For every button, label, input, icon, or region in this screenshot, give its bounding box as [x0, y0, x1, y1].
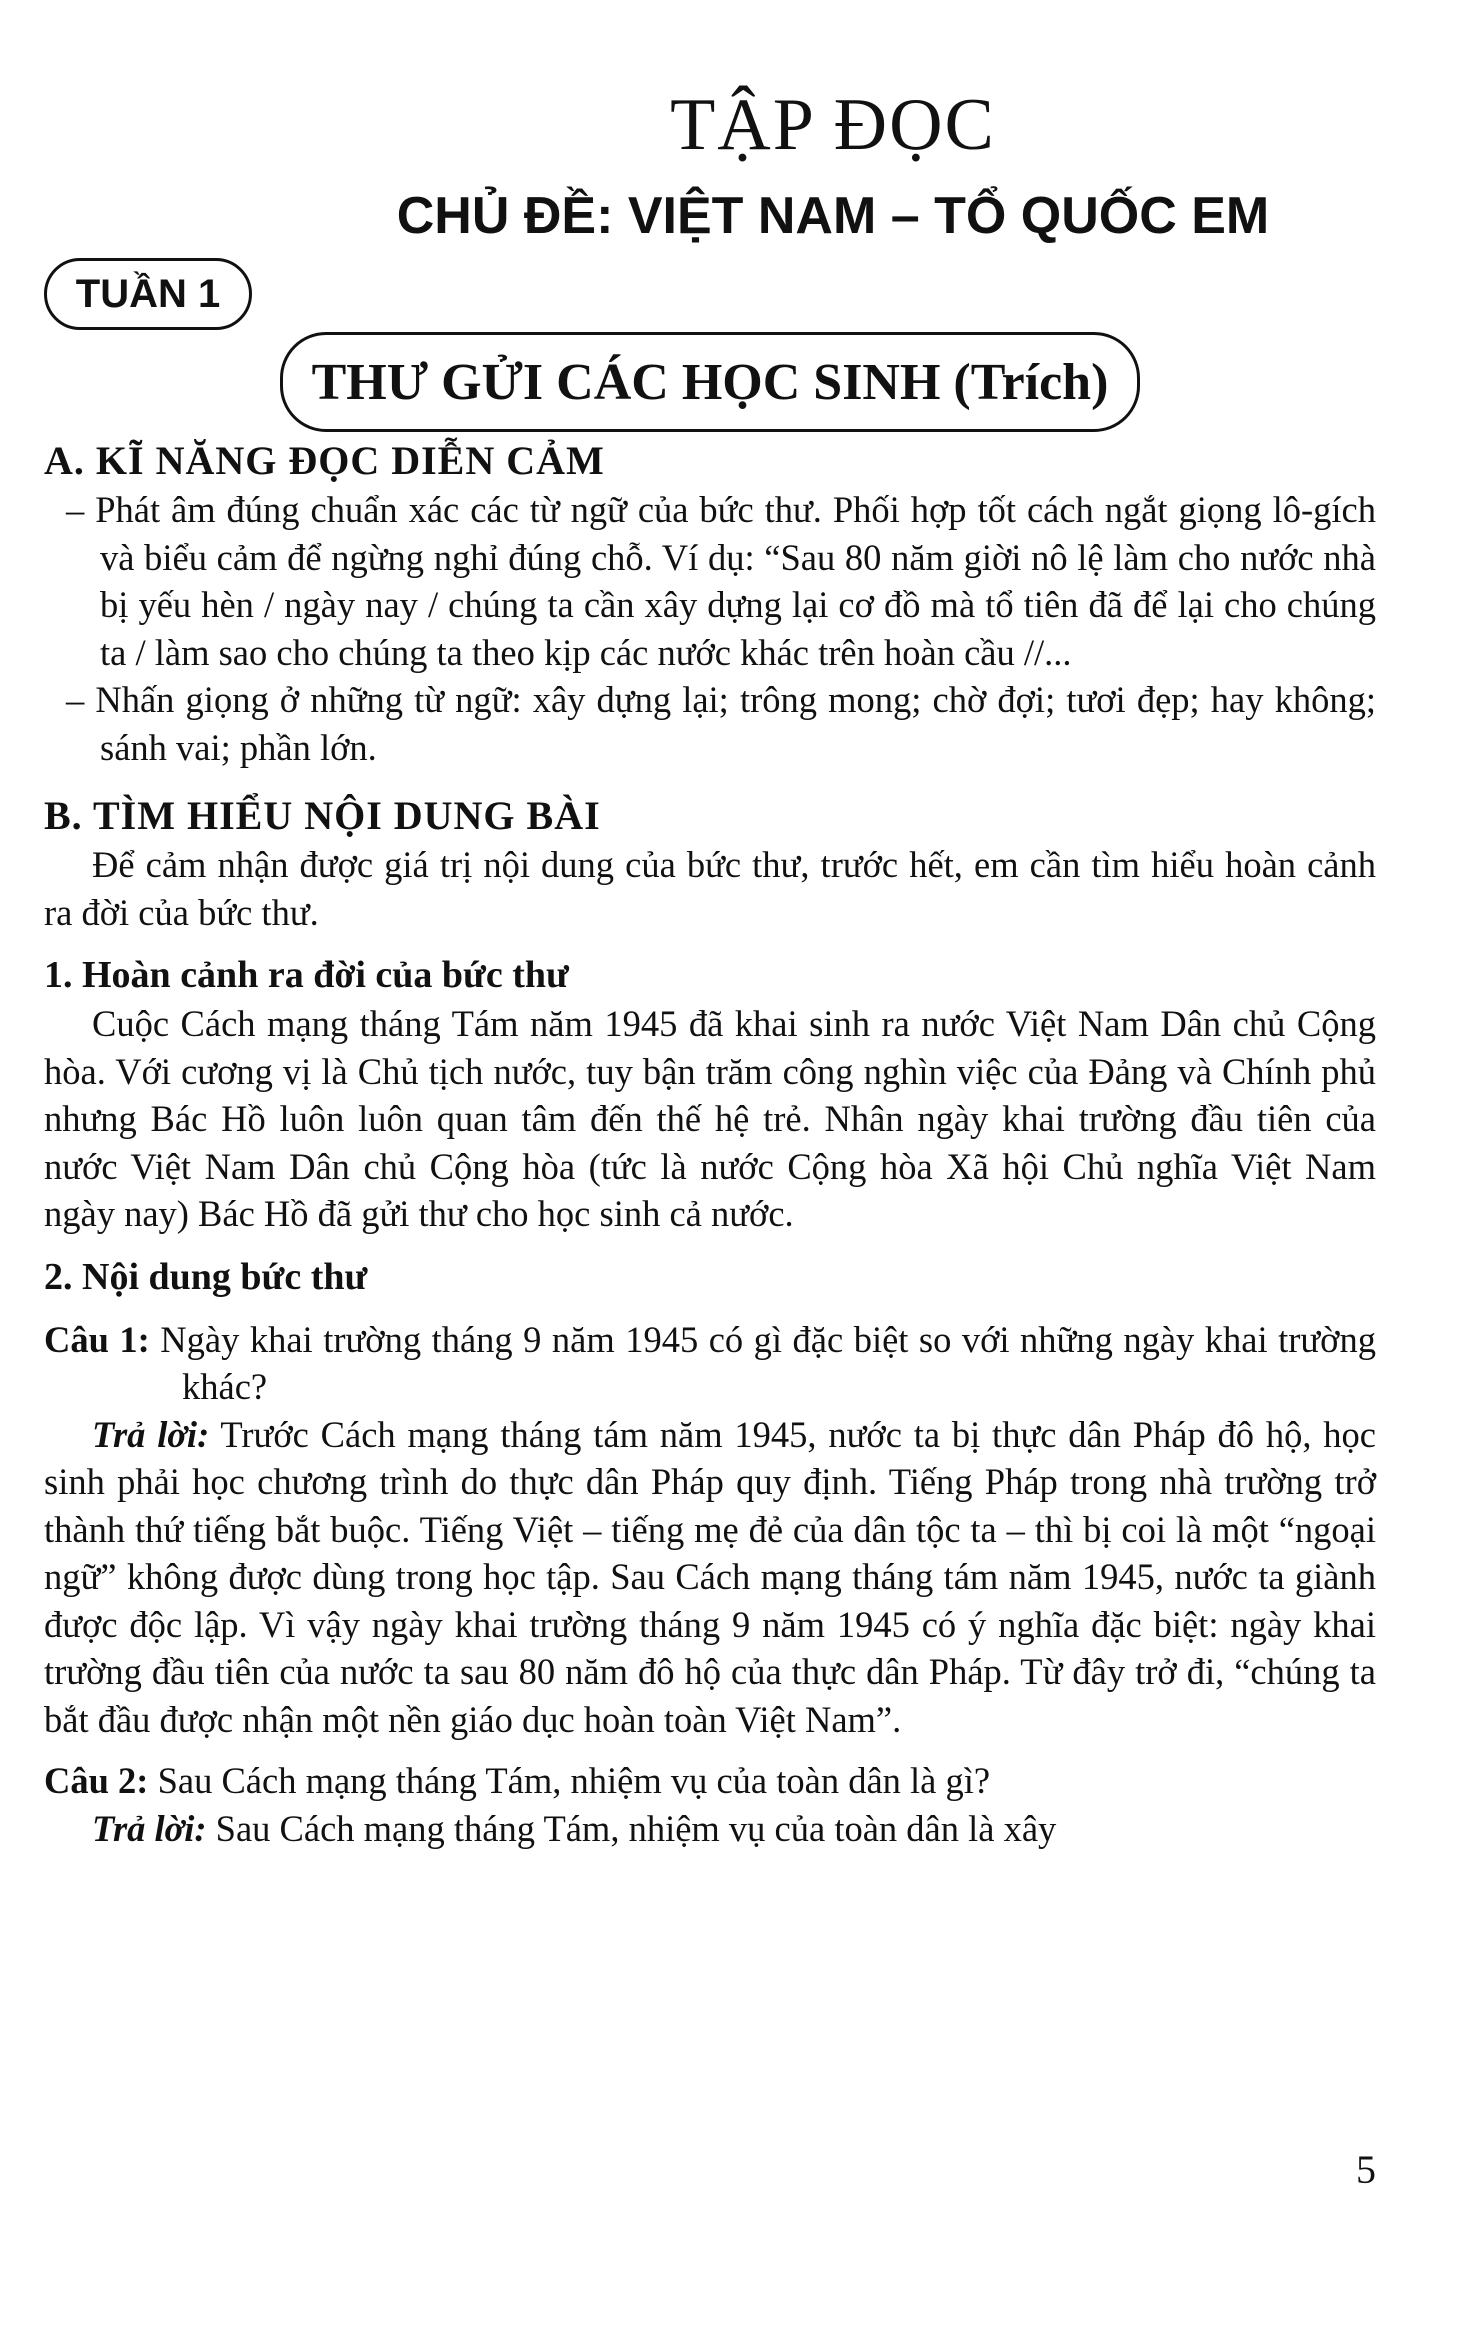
part1-text: Cuộc Cách mạng tháng Tám năm 1945 đã khai sinh ra nước Việt Nam Dân chủ Cộng hòa. Với cương vị là Chủ tịch nước, tuy bận trăm công nghìn việc của Đảng và Chính phủ nhưng Bác Hồ luôn luôn quan tâm đến thế hệ trẻ. Nhân ngày khai trường đầu tiên của nước Việt Nam Dân chủ Cộng hòa (tức là nước Cộng hòa Xã hội Chủ nghĩa Việt Nam ngày nay) Bác Hồ đã gửi thư cho học sinh cả nước. — [44, 1003, 1376, 1234]
question-1 — [44, 1316, 1376, 1411]
section-a-item-2: – Nhấn giọng ở những từ ngữ: xây dựng lại; trông mong; chờ đợi; tươi đẹp; hay không; sánh vai; phần lớn. — [66, 679, 1376, 768]
answer-2 — [44, 1805, 1376, 1853]
question-1-label: Câu 1: — [44, 1318, 150, 1360]
question-1-text: Ngày khai trường tháng 9 năm 1945 có gì đặc biệt so với những ngày khai trường khác? — [149, 1318, 1376, 1407]
week-label: TUẦN 1 — [75, 271, 221, 316]
question-2-text: Sau Cách mạng tháng Tám, nhiệm vụ của toàn dân là gì? — [148, 1760, 991, 1801]
part1-heading: 1. Hoàn cảnh ra đời của bức thư — [44, 954, 569, 996]
answer-1 — [44, 1411, 1376, 1744]
part2-heading: 2. Nội dung bức thư — [44, 1255, 368, 1298]
question-2-label: Câu 2: — [44, 1760, 149, 1801]
answer-2-label: Trả lời: — [92, 1807, 207, 1849]
page-number: 5 — [1356, 2147, 1376, 2192]
lesson-title: THƯ GỬI CÁC HỌC SINH (Trích) — [311, 353, 1109, 411]
section-a-heading: A. KĨ NĂNG ĐỌC DIỄN CẢM — [44, 438, 605, 483]
section-b-intro: Để cảm nhận được giá trị nội dung của bức thư, trước hết, em cần tìm hiểu hoàn cảnh ra đời của bức thư. — [44, 844, 1376, 933]
page-title: TẬP ĐỌC — [670, 84, 996, 166]
page-content — [44, 436, 1376, 1852]
week-badge — [44, 258, 252, 330]
topic-heading: CHỦ ĐỀ: VIỆT NAM – TỔ QUỐC EM — [396, 187, 1270, 245]
answer-1-label: Trả lời: — [92, 1413, 210, 1455]
section-a-item-1: – Phát âm đúng chuẩn xác các từ ngữ của bức thư. Phối hợp tốt cách ngắt giọng lô-gích và biểu cảm để ngừng nghỉ đúng chỗ. Ví dụ: “Sau 80 năm giời nô lệ làm cho nước nhà bị yếu hèn / ngày nay / chúng ta cần xây dựng lại cơ đồ mà tổ tiên đã để lại cho chúng ta / làm sao cho chúng ta theo kịp các nước khác trên hoàn cầu //... — [66, 489, 1376, 673]
lesson-title-box — [280, 332, 1140, 432]
answer-1-text: Trước Cách mạng tháng tám năm 1945, nước ta bị thực dân Pháp đô hộ, học sinh phải học chương trình do thực dân Pháp quy định. Tiếng Pháp trong nhà trường trở thành thứ tiếng bắt buộc. Tiếng Việt – tiếng mẹ đẻ của dân tộc ta – thì bị coi là một “ngoại ngữ” không được dùng trong học tập. Sau Cách mạng tháng tám năm 1945, nước ta giành được độc lập. Vì vậy ngày khai trường tháng 9 năm 1945 có ý nghĩa đặc biệt: ngày khai trường đầu tiên của nước ta sau 80 năm đô hộ của thực dân Pháp. Từ đây trở đi, “chúng ta bắt đầu được nhận một nền giáo dục hoàn toàn Việt Nam”. — [44, 1413, 1376, 1740]
section-b-heading: B. TÌM HIỂU NỘI DUNG BÀI — [44, 793, 601, 838]
question-2 — [44, 1757, 1376, 1805]
answer-2-text: Sau Cách mạng tháng Tám, nhiệm vụ của toàn dân là xây — [206, 1807, 1057, 1849]
